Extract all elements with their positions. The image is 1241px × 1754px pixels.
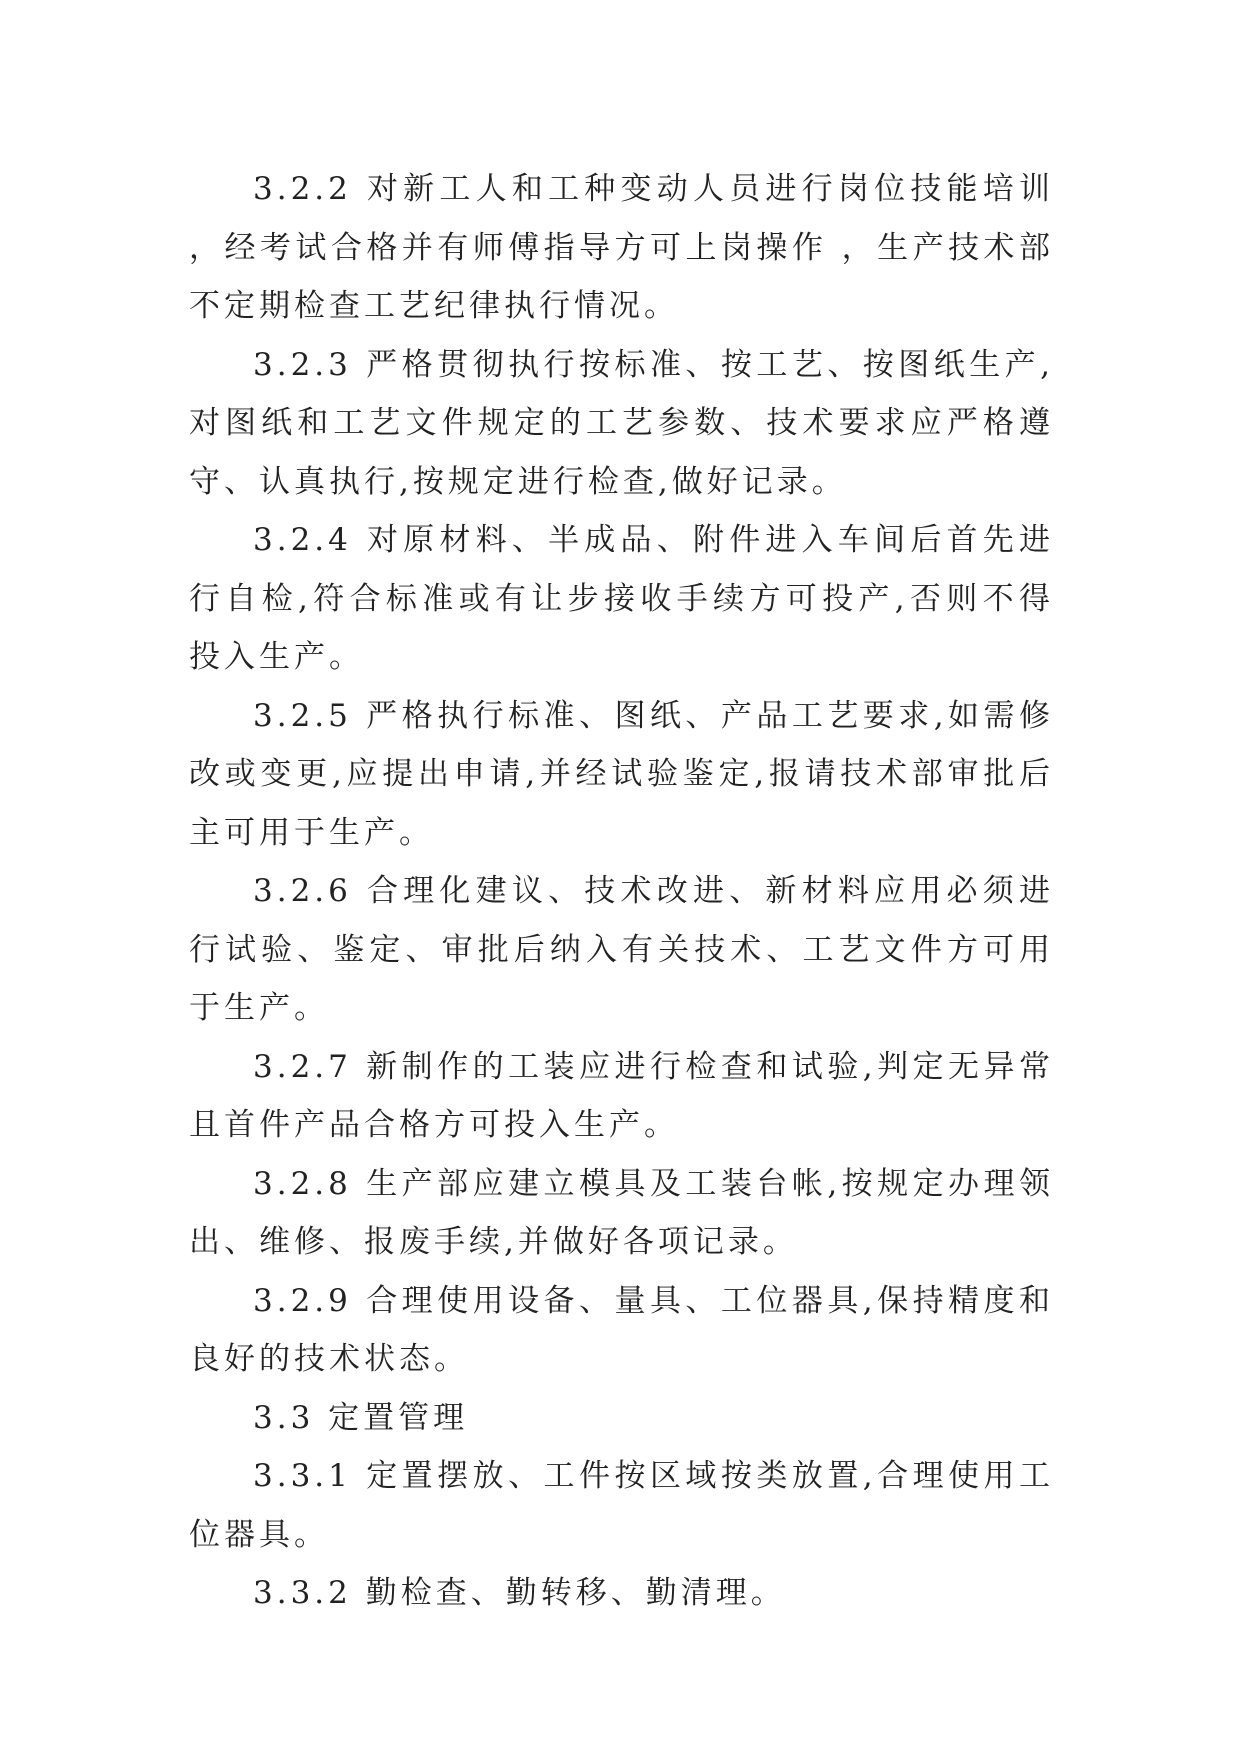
paragraph-3-2-4: 3.2.4 对原材料、半成品、附件进入车间后首先进行自检,符合标准或有让步接收手续方可投产,否则不得投入生产。: [189, 522, 1054, 675]
document-body: [189, 160, 1054, 1623]
paragraph-3-3-1: 3.3.1 定置摆放、工件按区域按类放置,合理使用工位器具。: [189, 1458, 1054, 1553]
paragraph-3-2-9: 3.2.9 合理使用设备、量具、工位器具,保持精度和良好的技术状态。: [189, 1282, 1054, 1377]
paragraph-3-2-6: 3.2.6 合理化建议、技术改进、新材料应用必须进行试验、鉴定、审批后纳入有关技术、工艺文件方可用于生产。: [189, 873, 1054, 1026]
paragraph-3-2-7: 3.2.7 新制作的工装应进行检查和试验,判定无异常且首件产品合格方可投入生产。: [189, 1048, 1054, 1143]
paragraph-3-2-3: 3.2.3 严格贯彻执行按标准、按工艺、按图纸生产,对图纸和工艺文件规定的工艺参数、技术要求应严格遵守、认真执行,按规定进行检查,做好记录。: [189, 346, 1054, 500]
paragraph-3-2-8: 3.2.8 生产部应建立模具及工装台帐,按规定办理领出、维修、报废手续,并做好各项记录。: [189, 1165, 1054, 1260]
paragraph-3-2-2: 3.2.2 对新工人和工种变动人员进行岗位技能培训 ，经考试合格并有师傅指导方可上岗操作 ，生产技术部不定期检查工艺纪律执行情况。: [189, 171, 1054, 324]
section-heading-3-3: 3.3 定置管理: [253, 1399, 469, 1436]
paragraph-3-3-2: 3.3.2 勤检查、勤转移、勤清理。: [253, 1575, 786, 1611]
paragraph-3-2-5: 3.2.5 严格执行标准、图纸、产品工艺要求,如需修改或变更,应提出申请,并经试验鉴定,报请技术部审批后主可用于生产。: [189, 697, 1054, 851]
